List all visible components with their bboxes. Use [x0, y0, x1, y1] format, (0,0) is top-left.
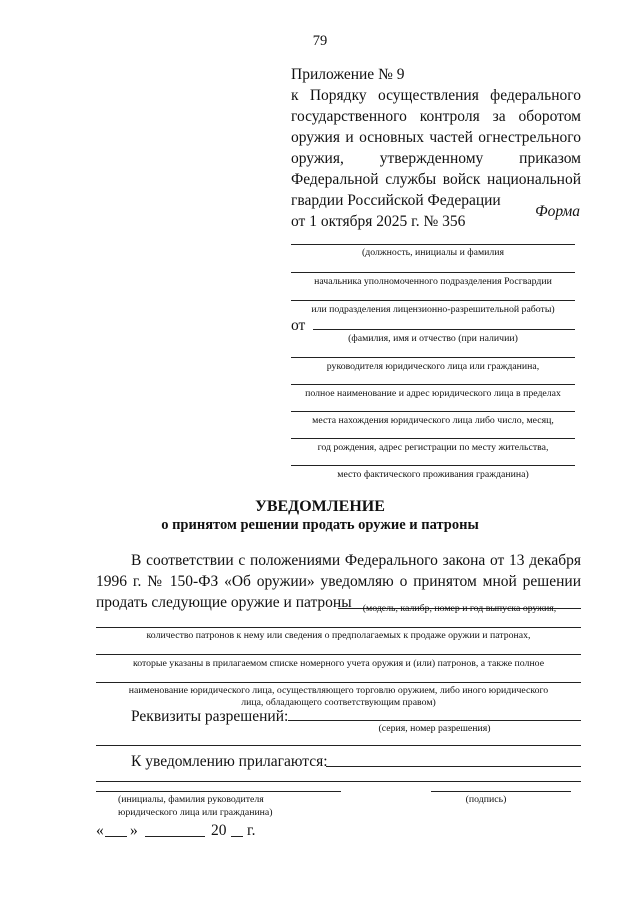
addressee-line: [291, 300, 575, 301]
from-caption: место фактического проживания гражданина): [337, 469, 529, 480]
from-line: [291, 438, 575, 439]
document-subtitle: о принятом решении продать оружие и патроны: [161, 517, 479, 533]
addressee-line: [291, 244, 575, 245]
permits-caption: (серия, номер разрешения): [378, 723, 491, 734]
weapon-caption: (модель, калибр, номер и год выпуска оружия,: [362, 603, 557, 614]
from-caption: полное наименование и адрес юридического лица в пределах: [305, 388, 561, 399]
addressee-caption: или подразделения лицензионно-разрешительной работы): [311, 304, 555, 315]
date-open-quote: «: [96, 822, 104, 839]
name-caption: (инициалы, фамилия руководителя: [118, 794, 264, 805]
signature-line: [431, 791, 571, 792]
name-line: [96, 791, 341, 792]
from-caption: (фамилия, имя и отчество (при наличии): [348, 333, 518, 344]
addressee-line: [291, 272, 575, 273]
from-line: [291, 384, 575, 385]
from-line: [313, 329, 575, 330]
body-line-1: В соответствии с положениями Федерального закона от 13 декабря: [131, 552, 581, 569]
weapon-line: [96, 682, 581, 683]
permits-label: Реквизиты разрешений:: [131, 708, 289, 725]
weapon-caption: которые указаны в прилагаемом списке номерного учета оружия и (или) патронов, а также полное: [132, 658, 545, 669]
date-year-suffix: г.: [247, 822, 256, 839]
permits-line: [96, 745, 581, 746]
date-year-prefix: 20: [211, 822, 227, 839]
date-month-line: [145, 836, 205, 837]
permits-line: [288, 720, 581, 721]
page-number: 79: [312, 33, 328, 49]
attachments-label: К уведомлению прилагаются:: [131, 753, 328, 770]
from-line: [291, 357, 575, 358]
appendix-line: к Порядку осуществления федерального: [291, 87, 581, 104]
attachments-line: [326, 766, 581, 767]
date-close-quote: »: [130, 822, 138, 839]
appendix-date: от 1 октября 2025 г. № 356: [291, 213, 466, 230]
addressee-caption: начальника уполномоченного подразделения Росгвардии: [314, 276, 552, 287]
body-line-2: 1996 г. № 150-ФЗ «Об оружии» уведомляю о принятом мной решении: [96, 573, 581, 590]
weapon-caption: количество патронов к нему или сведения о предполагаемых к продаже оружии и патронах,: [146, 630, 531, 641]
form-label: Форма: [535, 203, 580, 220]
appendix-line: оружия, утвержденному приказом: [291, 150, 581, 167]
appendix-title: Приложение № 9: [291, 66, 405, 83]
from-caption: руководителя юридического лица или гражданина,: [326, 361, 540, 372]
addressee-caption: (должность, инициалы и фамилия: [361, 247, 505, 258]
weapon-line: [96, 654, 581, 655]
from-label: от: [291, 317, 306, 334]
body-line-3: продать следующие оружие и патроны: [96, 594, 352, 611]
document-title: УВЕДОМЛЕНИЕ: [255, 498, 385, 515]
appendix-line: государственного контроля за оборотом: [291, 108, 581, 125]
from-line: [291, 465, 575, 466]
from-line: [291, 411, 575, 412]
signature-caption: (подпись): [465, 794, 507, 805]
date-year-line: [231, 836, 243, 837]
date-day-line: [105, 836, 127, 837]
from-caption: год рождения, адрес регистрации по месту жительства,: [317, 442, 549, 453]
name-caption: юридического лица или гражданина): [118, 807, 273, 818]
from-caption: места нахождения юридического лица либо число, месяц,: [312, 415, 554, 426]
attachments-line: [96, 781, 581, 782]
appendix-line: гвардии Российской Федерации: [291, 192, 501, 209]
weapon-line: [96, 627, 581, 628]
weapon-caption: лица, обладающего соответствующим правом): [241, 697, 436, 708]
appendix-line: оружия и основных частей огнестрельного: [291, 129, 581, 146]
appendix-line: Федеральной службы войск национальной: [291, 171, 581, 188]
weapon-caption: наименование юридического лица, осуществляющего торговлю оружием, либо иного юридического: [128, 685, 549, 696]
